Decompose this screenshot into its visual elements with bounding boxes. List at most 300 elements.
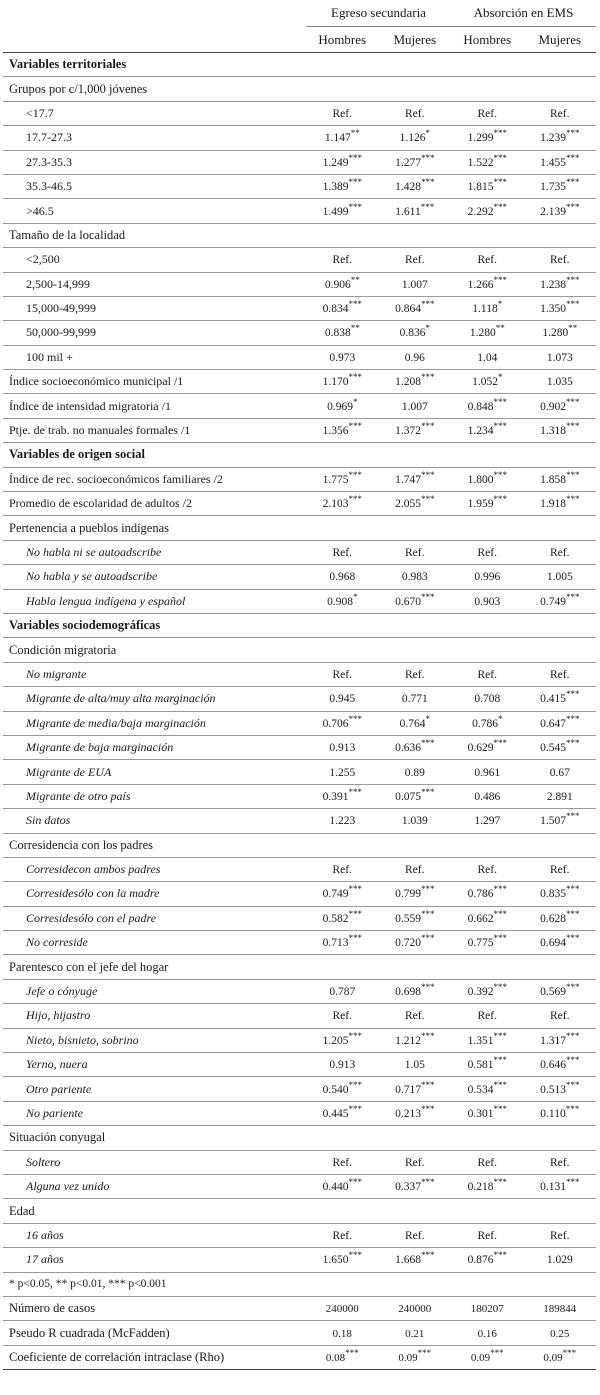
value-cell bbox=[451, 662, 524, 686]
value-cell bbox=[524, 321, 597, 345]
significance-stars: *** bbox=[493, 152, 507, 163]
value-cell bbox=[451, 711, 524, 735]
value-cell bbox=[451, 1223, 524, 1247]
row-label: No migrante bbox=[3, 662, 306, 686]
value-cell bbox=[524, 272, 597, 296]
row-label: Variables territoriales bbox=[3, 53, 596, 77]
significance-stars: *** bbox=[348, 1103, 362, 1114]
coefficient-value: Ref. bbox=[332, 1229, 352, 1242]
sub-row bbox=[3, 77, 596, 101]
row-label: <17.7 bbox=[3, 101, 306, 125]
table-row bbox=[3, 467, 596, 491]
value-cell bbox=[524, 979, 597, 1003]
coefficient-value: 1.212 bbox=[395, 1034, 421, 1047]
coefficient-value: 1.351 bbox=[467, 1034, 494, 1047]
table-row bbox=[3, 857, 596, 881]
table-row bbox=[3, 199, 596, 223]
value-cell bbox=[306, 760, 379, 784]
value-cell bbox=[524, 540, 597, 564]
row-label: 16 años bbox=[3, 1223, 306, 1247]
coefficient-value: 0.582 bbox=[322, 912, 349, 925]
coefficient-value: 0.646 bbox=[540, 1059, 566, 1072]
table-row bbox=[3, 1053, 596, 1077]
value-cell bbox=[306, 1150, 379, 1174]
footnote-row bbox=[3, 1272, 596, 1296]
coefficient-value: 0.968 bbox=[329, 571, 356, 584]
row-label: Pertenencia a pueblos indígenas bbox=[3, 516, 596, 540]
row-label: Grupos por c/1,000 jóvenes bbox=[3, 77, 596, 101]
coefficient-value: Ref. bbox=[477, 547, 497, 559]
value-cell bbox=[451, 1101, 524, 1125]
significance-stars: *** bbox=[565, 128, 580, 139]
table-row bbox=[3, 345, 596, 369]
significance-stars: *** bbox=[348, 494, 362, 505]
value-cell bbox=[306, 418, 379, 442]
value-cell bbox=[524, 1004, 597, 1028]
row-label: Corresidencia con los padres bbox=[3, 833, 596, 857]
coefficient-value: 0.764 bbox=[399, 717, 426, 730]
value-cell bbox=[306, 321, 379, 345]
coefficient-value: Ref. bbox=[477, 107, 497, 120]
significance-stars: *** bbox=[493, 982, 507, 993]
significance-stars: *** bbox=[348, 421, 362, 432]
value-cell bbox=[379, 1248, 452, 1272]
value-cell bbox=[379, 735, 452, 759]
row-label: Edad bbox=[3, 1199, 596, 1223]
value-cell bbox=[451, 1248, 524, 1272]
value-cell bbox=[306, 394, 379, 418]
coefficient-value: 0.771 bbox=[401, 693, 428, 706]
row-label: Ptje. de trab. no manuales formales /1 bbox=[3, 418, 306, 442]
coefficient-value: 0.16 bbox=[477, 1327, 497, 1340]
value-cell bbox=[306, 979, 379, 1003]
coefficient-value: 240000 bbox=[325, 1303, 359, 1316]
coefficient-value: 0.415 bbox=[540, 693, 566, 706]
value-cell bbox=[306, 296, 379, 320]
significance-stars: *** bbox=[420, 933, 435, 944]
row-label: Coeficiente de correlación intraclase (Rho) bbox=[3, 1345, 306, 1369]
coefficient-value: 1.735 bbox=[540, 181, 566, 194]
value-cell bbox=[524, 589, 597, 613]
significance-stars: *** bbox=[493, 177, 507, 188]
significance-stars: *** bbox=[348, 908, 362, 919]
coefficient-value: 1.775 bbox=[322, 473, 349, 486]
value-cell bbox=[451, 565, 524, 589]
table-row bbox=[3, 321, 596, 345]
coefficient-value: 1.611 bbox=[395, 205, 421, 218]
value-cell bbox=[306, 906, 379, 930]
table-row bbox=[3, 931, 596, 955]
significance-stars: *** bbox=[493, 738, 507, 749]
value-cell bbox=[451, 735, 524, 759]
significance-stars: *** bbox=[420, 884, 435, 895]
significance-stars: *** bbox=[420, 421, 435, 432]
value-cell bbox=[379, 1028, 452, 1052]
row-label: Migrante de EUA bbox=[3, 760, 306, 784]
coefficient-value: Ref. bbox=[550, 1156, 570, 1169]
coefficient-value: Ref. bbox=[332, 107, 352, 120]
value-cell bbox=[306, 589, 379, 613]
value-cell bbox=[451, 809, 524, 833]
value-cell bbox=[524, 784, 597, 808]
coefficient-value: 0.09 bbox=[398, 1351, 418, 1364]
coefficient-value: 0.838 bbox=[324, 327, 351, 340]
value-cell bbox=[306, 1101, 379, 1125]
row-label: No habla ni se autoadscribe bbox=[3, 540, 306, 564]
value-cell bbox=[451, 467, 524, 491]
row-label: Migrante de alta/muy alta marginación bbox=[3, 687, 306, 711]
row-label: Variables sociodemográficas bbox=[3, 613, 596, 637]
significance-stars: *** bbox=[348, 1250, 362, 1261]
value-cell bbox=[306, 540, 379, 564]
coefficient-value: 1.007 bbox=[401, 400, 428, 413]
coefficient-value: 1.858 bbox=[540, 473, 566, 486]
coefficient-value: 0.628 bbox=[540, 912, 566, 925]
coefficient-value: Ref. bbox=[550, 1010, 570, 1023]
row-label: Índice de rec. socioeconómicos familiares /2 bbox=[3, 467, 306, 491]
sub-row bbox=[3, 223, 596, 247]
coefficient-value: 1.318 bbox=[540, 425, 566, 438]
significance-stars: * bbox=[497, 299, 503, 310]
table-row bbox=[3, 906, 596, 930]
value-cell bbox=[451, 1345, 524, 1369]
row-label: Número de casos bbox=[3, 1296, 306, 1320]
coefficient-value: 1.205 bbox=[322, 1034, 349, 1047]
coefficient-value: 1.918 bbox=[540, 498, 566, 511]
coefficient-value: Ref. bbox=[405, 668, 425, 681]
row-label: Migrante de baja marginación bbox=[3, 735, 306, 759]
coefficient-value: 0.18 bbox=[332, 1327, 352, 1340]
coefficient-value: 1.499 bbox=[322, 205, 349, 218]
row-label: 27.3-35.3 bbox=[3, 150, 306, 174]
coefficient-value: Ref. bbox=[550, 547, 570, 559]
table-row bbox=[3, 784, 596, 808]
significance-stars: *** bbox=[348, 177, 362, 188]
coefficient-value: 0.786 bbox=[467, 888, 494, 901]
coefficient-value: Ref. bbox=[550, 254, 570, 267]
value-cell bbox=[379, 882, 452, 906]
column-header-mujeres-absorcion: Mujeres bbox=[524, 27, 597, 53]
coefficient-value: 1.255 bbox=[329, 766, 356, 779]
significance-stars: *** bbox=[565, 1055, 580, 1066]
value-cell bbox=[379, 589, 452, 613]
row-label: Hijo, hijastro bbox=[3, 1004, 306, 1028]
value-cell bbox=[524, 857, 597, 881]
value-cell bbox=[451, 345, 524, 369]
coefficient-value: 1.668 bbox=[395, 1254, 421, 1267]
value-cell bbox=[524, 1028, 597, 1052]
value-cell bbox=[451, 126, 524, 150]
value-cell bbox=[451, 199, 524, 223]
coefficient-value: Ref. bbox=[332, 1156, 352, 1169]
significance-stars: *** bbox=[420, 786, 435, 797]
value-cell bbox=[379, 321, 452, 345]
row-label: Tamaño de la localidad bbox=[3, 223, 596, 247]
coefficient-value: 0.913 bbox=[329, 1059, 356, 1072]
value-cell bbox=[306, 882, 379, 906]
significance-stars: *** bbox=[565, 1079, 580, 1090]
column-header-hombres-egreso: Hombres bbox=[306, 27, 379, 53]
coefficient-value: 0.698 bbox=[395, 986, 421, 999]
value-cell bbox=[451, 687, 524, 711]
coefficient-value: 0.799 bbox=[395, 888, 421, 901]
significance-stars: *** bbox=[348, 299, 362, 310]
coefficient-value: 240000 bbox=[398, 1303, 432, 1316]
value-cell bbox=[524, 1296, 597, 1320]
significance-stars: *** bbox=[420, 982, 435, 993]
coefficient-value: 0.903 bbox=[474, 595, 501, 608]
coefficient-value: 1.170 bbox=[322, 376, 349, 389]
significance-stars: * bbox=[425, 323, 430, 334]
significance-stars: *** bbox=[565, 396, 580, 407]
value-cell bbox=[379, 126, 452, 150]
table-row bbox=[3, 711, 596, 735]
value-cell bbox=[451, 150, 524, 174]
coefficient-value: Ref. bbox=[477, 668, 497, 681]
coefficient-value: 0.09 bbox=[470, 1351, 491, 1364]
value-cell bbox=[306, 711, 379, 735]
row-label: 17 años bbox=[3, 1248, 306, 1272]
value-cell bbox=[451, 931, 524, 955]
value-cell bbox=[379, 174, 452, 198]
significance-stars: *** bbox=[565, 689, 580, 700]
significance-stars: *** bbox=[493, 1030, 507, 1041]
value-cell bbox=[524, 126, 597, 150]
coefficient-value: 1.747 bbox=[395, 473, 421, 486]
value-cell bbox=[451, 321, 524, 345]
coefficient-value: 0.983 bbox=[401, 571, 428, 584]
row-label: Alguna vez unido bbox=[3, 1174, 306, 1198]
value-cell bbox=[524, 174, 597, 198]
coefficient-value: Ref. bbox=[550, 107, 570, 120]
row-label: Jefe o cónyuge bbox=[3, 979, 306, 1003]
value-cell bbox=[524, 1077, 597, 1101]
coefficient-value: Ref. bbox=[405, 547, 425, 559]
coefficient-value: 1.039 bbox=[401, 815, 428, 828]
significance-stars: ** bbox=[350, 274, 360, 285]
coefficient-value: 0.581 bbox=[467, 1059, 494, 1072]
table-row bbox=[3, 174, 596, 198]
significance-stars: *** bbox=[565, 494, 580, 505]
section-row bbox=[3, 613, 596, 637]
column-header-row bbox=[3, 27, 596, 53]
table-row bbox=[3, 101, 596, 125]
coefficient-value: 2.139 bbox=[540, 205, 566, 218]
table-row bbox=[3, 418, 596, 442]
coefficient-value: 0.301 bbox=[467, 1107, 494, 1120]
significance-stars: *** bbox=[348, 469, 362, 480]
value-cell bbox=[379, 906, 452, 930]
coefficient-value: Ref. bbox=[477, 254, 497, 267]
table-row bbox=[3, 1101, 596, 1125]
value-cell bbox=[306, 1077, 379, 1101]
coefficient-value: 2.055 bbox=[395, 498, 421, 511]
coefficient-value: Ref. bbox=[332, 1010, 352, 1023]
significance-stars: *** bbox=[420, 1250, 435, 1261]
group-header-egreso: Egreso secundaria bbox=[306, 0, 451, 27]
row-label: Situación conyugal bbox=[3, 1126, 596, 1150]
coefficient-value: 180207 bbox=[470, 1303, 504, 1316]
coefficient-value: 0.876 bbox=[467, 1254, 494, 1267]
row-label: 15,000-49,999 bbox=[3, 296, 306, 320]
coefficient-value: 0.961 bbox=[474, 766, 501, 779]
coefficient-value: 1.350 bbox=[540, 303, 566, 316]
value-cell bbox=[524, 394, 597, 418]
coefficient-value: 0.996 bbox=[474, 571, 501, 584]
value-cell bbox=[306, 1223, 379, 1247]
value-cell bbox=[306, 1004, 379, 1028]
coefficient-value: 0.213 bbox=[395, 1107, 421, 1120]
coefficient-value: 1.815 bbox=[467, 181, 494, 194]
significance-stars: *** bbox=[420, 177, 435, 188]
value-cell bbox=[306, 662, 379, 686]
coefficient-value: 0.09 bbox=[543, 1351, 563, 1364]
significance-stars: *** bbox=[348, 372, 362, 383]
coefficient-value: Ref. bbox=[332, 668, 352, 681]
coefficient-value: 1.073 bbox=[546, 351, 573, 364]
coefficient-value: 1.455 bbox=[540, 156, 566, 169]
table-row bbox=[3, 1248, 596, 1272]
coefficient-value: 0.391 bbox=[322, 790, 349, 803]
table-body bbox=[3, 53, 596, 1370]
value-cell bbox=[524, 931, 597, 955]
value-cell bbox=[379, 101, 452, 125]
significance-stars: *** bbox=[420, 469, 435, 480]
value-cell bbox=[379, 1345, 452, 1369]
row-label: Índice socioeconómico municipal /1 bbox=[3, 370, 306, 394]
value-cell bbox=[379, 1150, 452, 1174]
coefficient-value: 0.670 bbox=[395, 595, 421, 608]
significance-stars: *** bbox=[420, 908, 435, 919]
coefficient-value: 1.280 bbox=[469, 327, 496, 340]
coefficient-value: 1.126 bbox=[399, 132, 426, 145]
significance-stars: * bbox=[425, 713, 430, 724]
value-cell bbox=[306, 1248, 379, 1272]
value-cell bbox=[379, 540, 452, 564]
sub-row bbox=[3, 833, 596, 857]
coefficient-value: Ref. bbox=[405, 254, 425, 267]
coefficient-value: 2.891 bbox=[546, 790, 573, 803]
coefficient-value: 0.906 bbox=[324, 278, 351, 291]
coefficient-value: 0.713 bbox=[322, 937, 349, 950]
coefficient-value: 0.749 bbox=[322, 888, 349, 901]
value-cell bbox=[524, 1053, 597, 1077]
coefficient-value: 0.25 bbox=[550, 1327, 570, 1340]
row-label: No pariente bbox=[3, 1101, 306, 1125]
stats-row bbox=[3, 1345, 596, 1369]
significance-stars: *** bbox=[420, 372, 435, 383]
coefficient-value: 0.835 bbox=[540, 888, 566, 901]
significance-stars: *** bbox=[420, 1079, 435, 1090]
coefficient-value: 2.103 bbox=[322, 498, 349, 511]
significance-stars: *** bbox=[565, 274, 580, 285]
value-cell bbox=[379, 1004, 452, 1028]
value-cell bbox=[524, 101, 597, 125]
row-label: Otro pariente bbox=[3, 1077, 306, 1101]
sub-row bbox=[3, 638, 596, 662]
significance-stars: ** bbox=[350, 128, 360, 139]
value-cell bbox=[451, 1150, 524, 1174]
value-cell bbox=[524, 199, 597, 223]
significance-stars: *** bbox=[493, 933, 507, 944]
row-label: Habla lengua indígena y español bbox=[3, 589, 306, 613]
coefficient-value: Ref. bbox=[405, 1010, 425, 1023]
row-label: 17.7-27.3 bbox=[3, 126, 306, 150]
significance-stars: *** bbox=[490, 1347, 504, 1358]
significance-stars: *** bbox=[348, 884, 362, 895]
row-label: Pseudo R cuadrada (McFadden) bbox=[3, 1321, 306, 1345]
coefficient-value: 1.04 bbox=[477, 351, 498, 364]
value-cell bbox=[451, 540, 524, 564]
column-group-header-row bbox=[3, 0, 596, 27]
table-row bbox=[3, 565, 596, 589]
significance-stars: *** bbox=[493, 396, 507, 407]
table-row bbox=[3, 540, 596, 564]
significance-stars: *** bbox=[565, 982, 580, 993]
value-cell bbox=[306, 857, 379, 881]
significance-stars: *** bbox=[565, 177, 580, 188]
value-cell bbox=[524, 662, 597, 686]
coefficient-value: Ref. bbox=[550, 1229, 570, 1242]
coefficient-value: 1.147 bbox=[324, 132, 351, 145]
value-cell bbox=[524, 882, 597, 906]
value-cell bbox=[379, 1296, 452, 1320]
table-row bbox=[3, 735, 596, 759]
table-row bbox=[3, 760, 596, 784]
value-cell bbox=[379, 662, 452, 686]
value-cell bbox=[451, 1053, 524, 1077]
value-cell bbox=[524, 248, 597, 272]
coefficient-value: Ref. bbox=[550, 668, 570, 681]
sub-row bbox=[3, 1126, 596, 1150]
coefficient-value: 0.08 bbox=[325, 1351, 346, 1364]
row-label: No habla y se autoadscribe bbox=[3, 565, 306, 589]
significance-stars: *** bbox=[565, 811, 580, 822]
value-cell bbox=[306, 492, 379, 516]
significance-stars: *** bbox=[348, 201, 362, 212]
value-cell bbox=[379, 760, 452, 784]
value-cell bbox=[451, 248, 524, 272]
row-label: <2,500 bbox=[3, 248, 306, 272]
coefficient-value: 0.131 bbox=[540, 1181, 566, 1194]
significance-stars: *** bbox=[565, 1103, 580, 1114]
coefficient-value: Ref. bbox=[405, 107, 425, 120]
table-row bbox=[3, 1150, 596, 1174]
value-cell bbox=[451, 857, 524, 881]
value-cell bbox=[379, 931, 452, 955]
stats-row bbox=[3, 1296, 596, 1320]
value-cell bbox=[306, 272, 379, 296]
coefficient-value: 1.389 bbox=[322, 181, 349, 194]
coefficient-value: 1.356 bbox=[322, 425, 349, 438]
coefficient-value: 1.280 bbox=[542, 327, 569, 340]
value-cell bbox=[451, 882, 524, 906]
value-cell bbox=[379, 1053, 452, 1077]
coefficient-value: 1.052 bbox=[472, 376, 498, 389]
coefficient-value: 1.372 bbox=[395, 425, 421, 438]
value-cell bbox=[306, 1345, 379, 1369]
significance-stars: ** bbox=[495, 323, 505, 334]
value-cell bbox=[306, 370, 379, 394]
table-row bbox=[3, 589, 596, 613]
coefficient-value: 0.89 bbox=[404, 766, 425, 779]
value-cell bbox=[379, 345, 452, 369]
coefficient-value: 0.392 bbox=[467, 986, 494, 999]
significance-stars: *** bbox=[420, 152, 435, 163]
value-cell bbox=[379, 687, 452, 711]
value-cell bbox=[451, 589, 524, 613]
coefficient-value: Ref. bbox=[405, 864, 425, 877]
